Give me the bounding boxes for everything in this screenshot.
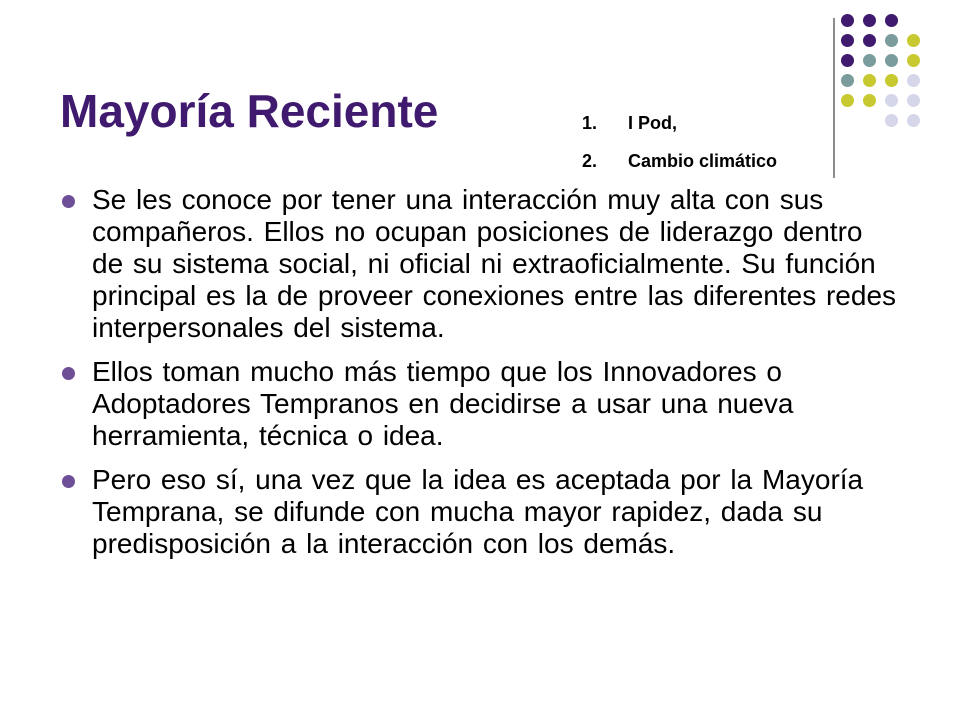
decorative-dot [863, 94, 876, 107]
decorative-dot [841, 34, 854, 47]
slide-title: Mayoría Reciente [60, 85, 439, 137]
numbered-item [582, 142, 777, 180]
decorative-dot [841, 14, 854, 27]
item-number: 2. [582, 151, 598, 171]
item-number: 1. [582, 113, 598, 133]
item-text: Cambio climático [628, 151, 778, 171]
decorative-dot [863, 74, 876, 87]
decorative-dot [863, 54, 876, 67]
bullet-dot-icon [62, 475, 75, 488]
decorative-dot [863, 14, 876, 27]
decorative-dot [907, 114, 920, 127]
bullet-dot-icon [62, 367, 75, 380]
bullet-text: Pero eso sí, una vez que la idea es aceptada por la Mayoría Temprana, se difunde con mucha mayor rapidez, dada su predisposición a la interacción con los demás. [92, 464, 864, 559]
numbered-item [582, 104, 777, 142]
decorative-dot [885, 54, 898, 67]
decorative-dot [885, 14, 898, 27]
decorative-dot [885, 94, 898, 107]
decorative-dot [907, 74, 920, 87]
decorative-dot [841, 94, 854, 107]
divider-line [833, 18, 835, 178]
bullet-item [62, 184, 902, 344]
bullet-item [62, 356, 902, 452]
decorative-dot [863, 34, 876, 47]
bullet-list [62, 184, 902, 572]
decorative-dot [885, 74, 898, 87]
numbered-list [582, 104, 777, 180]
item-text: I Pod, [628, 113, 677, 133]
bullet-text: Se les conoce por tener una interacción muy alta con sus compañeros. Ellos no ocupan posiciones de liderazgo dentro de su sistema social, ni oficial ni extraoficialmente. Su función principal es la de proveer conexiones entre las diferentes redes interpersonales del sistema. [92, 184, 897, 343]
decorative-dot [885, 114, 898, 127]
bullet-dot-icon [62, 195, 75, 208]
decorative-dot [841, 74, 854, 87]
decorative-dot [841, 54, 854, 67]
bullet-item [62, 464, 902, 560]
decorative-dot-grid [841, 14, 951, 164]
decorative-dot [885, 34, 898, 47]
bullet-text: Ellos toman mucho más tiempo que los Innovadores o Adoptadores Tempranos en decidirse a usar una nueva herramienta, técnica o idea. [92, 356, 794, 451]
decorative-dot [907, 94, 920, 107]
decorative-dot [907, 54, 920, 67]
decorative-dot [907, 34, 920, 47]
